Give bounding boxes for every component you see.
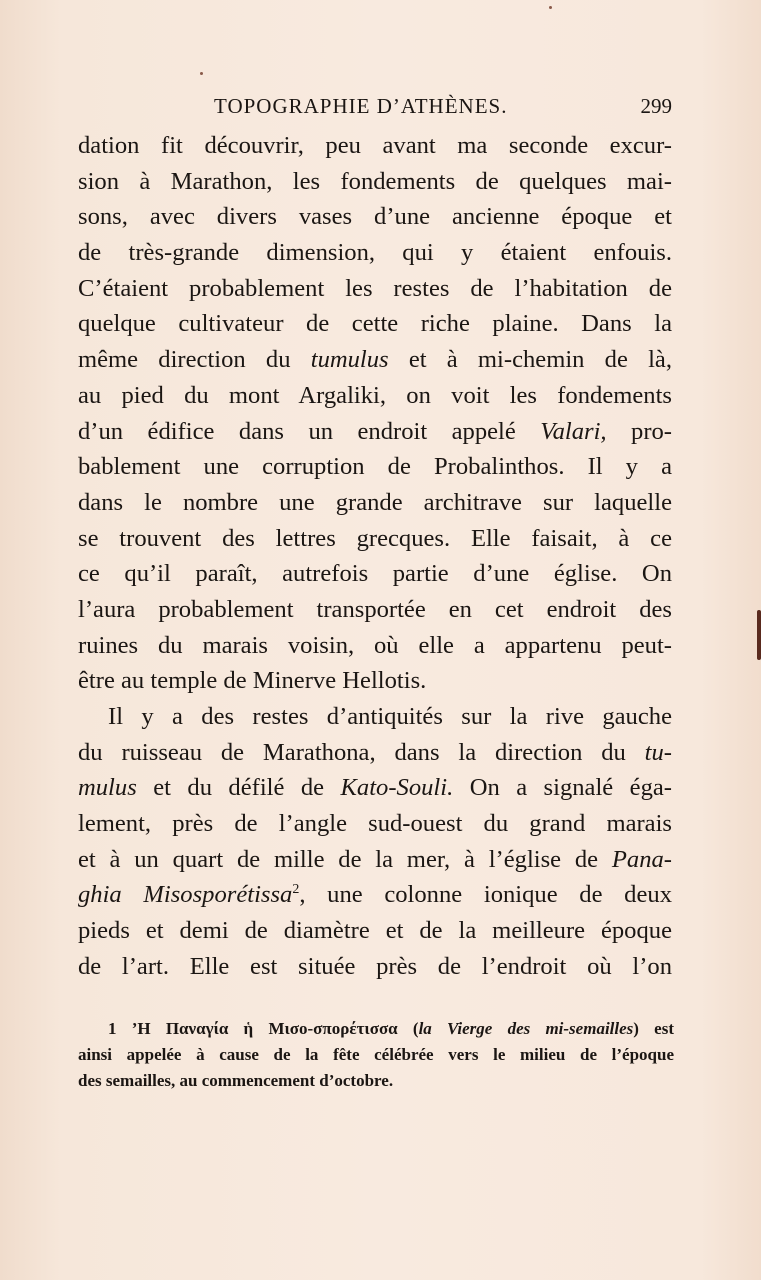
text-line [78,699,672,735]
italic-text: ghia Misosporétissa [78,881,293,909]
text-run: ainsi appelée à cause de la fête célébrée vers le milieu de l’époque [78,1045,674,1064]
page-edge-mark [757,610,761,660]
text-line [78,913,672,949]
text-run: On a signalé éga- [453,774,672,802]
text-run: même direction du [78,346,311,374]
running-header [78,94,672,124]
text-line [78,521,672,557]
text-run: des semailles, au commencement d’octobre. [78,1071,394,1090]
text-run: dans le nombre une grande architrave sur laquelle [78,488,672,516]
text-run: de très-grande dimension, qui y étaient enfouis. [78,239,672,267]
text-line [78,164,672,200]
body-text [78,128,672,985]
text-run: et à mi-chemin de là, [388,346,672,374]
italic-text: Kato-Souli. [340,774,454,802]
text-line [78,449,672,485]
text-run: , une colonne ionique de deux [299,881,672,909]
text-line [78,735,672,771]
text-run: l’aura probablement transportée en cet endroit des [78,595,672,623]
text-line [78,485,672,521]
text-run: et du défilé de [136,774,341,802]
text-line [78,378,672,414]
page-number: 299 [640,94,672,118]
text-line [78,806,672,842]
header-title: TOPOGRAPHIE D’ATHÈNES. [214,94,508,118]
footnote-line [78,1068,674,1094]
text-run: au pied du mont Argaliki, on voit les fondements [78,381,672,409]
text-run: se trouvent des lettres grecques. Elle faisait, à ce [78,524,672,552]
text-line [78,306,672,342]
speck [549,6,552,9]
text-run: de l’art. Elle est située près de l’endroit où l’on [78,952,672,980]
text-line [78,628,672,664]
text-line [78,877,672,913]
text-run: du ruisseau de Marathona, dans la direction du [78,738,645,766]
text-run: d’un édifice dans un endroit appelé [78,417,541,445]
text-run: sion à Marathon, les fondements de quelques mai- [78,167,672,195]
text-run: bablement une corruption de Probalinthos. Il y a [78,453,672,481]
italic-text: Pana- [611,845,672,873]
text-run: sons, avec divers vases d’une ancienne époque et [78,203,672,231]
footnote [78,1016,674,1094]
text-run: ) est [633,1019,674,1038]
text-run: pieds et demi de diamètre et de la meilleure époque [78,917,672,945]
text-run: C’étaient probablement les restes de l’habitation de [78,274,672,302]
italic-text: tumulus [310,346,389,374]
italic-text: la Vierge des mi-semailles [418,1019,634,1038]
text-line [78,271,672,307]
text-line [78,663,672,699]
text-line [78,592,672,628]
text-run: Il y a des restes d’antiquités sur la rive gauche [108,703,672,730]
text-line [78,414,672,450]
footnote-line [78,1042,674,1068]
italic-text: Valari, [540,417,607,445]
text-line [78,949,672,985]
text-line [78,235,672,271]
text-run: ce qu’il paraît, autrefois partie d’une église. On [78,560,672,588]
text-line [78,199,672,235]
text-line [78,842,672,878]
text-run: lement, près de l’angle sud-ouest du grand marais [78,810,672,838]
footnote-ref: 2 [292,882,300,898]
text-line [78,556,672,592]
italic-text: mulus [78,774,137,802]
footnote-line [78,1016,674,1042]
text-line [78,342,672,378]
text-run: ruines du marais voisin, où elle a appartenu peut- [78,631,672,659]
text-run: 1 ’Η Παναγία ἡ Μισο-σπορέτισσα ( [108,1019,419,1038]
speck [200,72,203,75]
italic-text: tu- [644,738,672,766]
text-line [78,128,672,164]
text-line [78,770,672,806]
text-run: être au temple de Minerve Hellotis. [78,667,427,695]
text-run: pro- [606,417,672,445]
text-run: quelque cultivateur de cette riche plaine. Dans la [78,310,672,338]
text-run: dation fit découvrir, peu avant ma seconde excur- [78,132,672,159]
text-run: et à un quart de mille de la mer, à l’église de [78,845,612,873]
